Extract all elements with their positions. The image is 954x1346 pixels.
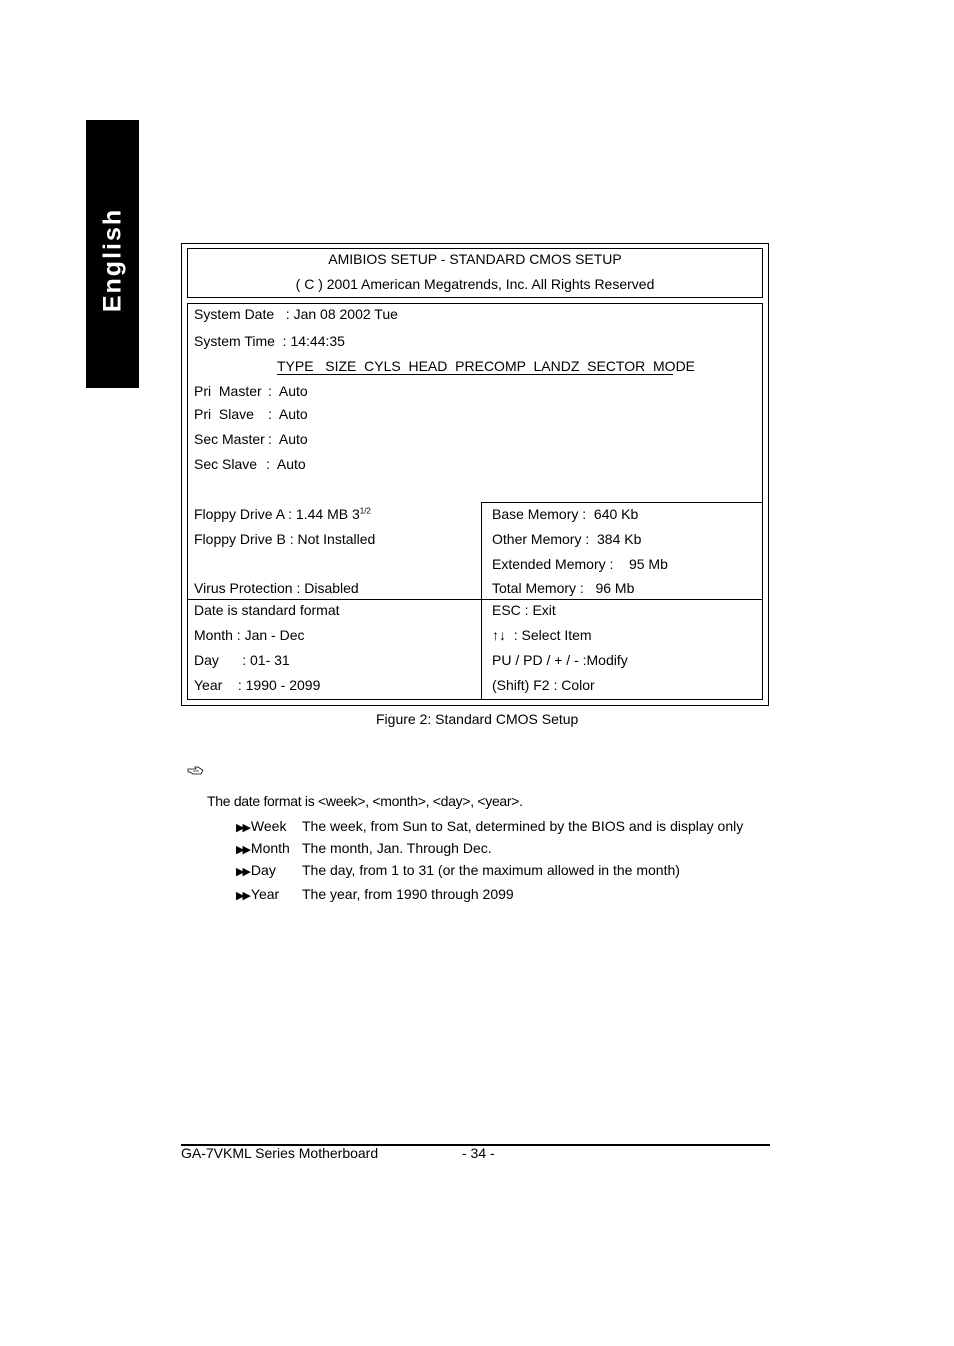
drive-pri-master-label: Pri Master bbox=[194, 383, 262, 399]
list-item-month-desc: The month, Jan. Through Dec. bbox=[302, 840, 492, 856]
double-arrow-icon: ▶▶ bbox=[236, 890, 249, 902]
footer-product-name: GA-7VKML Series Motherboard bbox=[181, 1145, 379, 1161]
drive-pri-master-value: : Auto bbox=[268, 383, 308, 399]
language-tab-label: English bbox=[98, 207, 126, 313]
key-select-item: ↑↓ : Select Item bbox=[492, 627, 592, 643]
extended-memory: Extended Memory : 95 Mb bbox=[492, 556, 668, 572]
drive-sec-master-label: Sec Master bbox=[194, 431, 265, 447]
double-arrow-icon: ▶▶ bbox=[236, 866, 249, 878]
date-format-note: The date format is <week>, <month>, <day>, <year>. bbox=[207, 793, 523, 809]
list-item-month: ▶▶ Month bbox=[236, 840, 290, 856]
drive-pri-slave-label: Pri Slave bbox=[194, 406, 254, 422]
help-day-range: Day : 01- 31 bbox=[194, 652, 290, 668]
memory-box-top bbox=[481, 502, 763, 503]
total-memory: Total Memory : 96 Mb bbox=[492, 580, 635, 596]
help-year-range: Year : 1990 - 2099 bbox=[194, 677, 321, 693]
floppy-size-superscript: 1/2 bbox=[359, 506, 371, 516]
floppy-drive-a: Floppy Drive A : 1.44 MB $3^{1/2}$ bbox=[194, 506, 371, 522]
bios-header-copyright: ( C ) 2001 American Megatrends, Inc. All Rights Reserved bbox=[295, 276, 655, 292]
language-tab bbox=[86, 120, 139, 388]
key-esc-exit: ESC : Exit bbox=[492, 602, 556, 618]
list-item-day: ▶▶ Day bbox=[236, 862, 276, 878]
drive-sec-master-value: : Auto bbox=[268, 431, 308, 447]
columns-underline bbox=[277, 374, 673, 375]
help-date-format: Date is standard format bbox=[194, 602, 340, 618]
memory-box-divider bbox=[481, 502, 482, 700]
other-memory: Other Memory : 384 Kb bbox=[492, 531, 642, 547]
base-memory: Base Memory : 640 Kb bbox=[492, 506, 639, 522]
list-item-year-desc: The year, from 1990 through 2099 bbox=[302, 886, 514, 902]
page-number: - 34 - bbox=[462, 1145, 495, 1161]
pointing-hand-icon bbox=[187, 763, 205, 775]
drive-pri-slave-value: : Auto bbox=[268, 406, 308, 422]
double-arrow-icon: ▶▶ bbox=[236, 822, 249, 834]
key-modify: PU / PD / + / - :Modify bbox=[492, 652, 628, 668]
list-item-week-desc: The week, from Sun to Sat, determined by the BIOS and is display only bbox=[302, 818, 744, 834]
key-color: (Shift) F2 : Color bbox=[492, 677, 595, 693]
drive-sec-slave-label: Sec Slave bbox=[194, 456, 258, 472]
drive-columns-header: TYPE SIZE CYLS HEAD PRECOMP LANDZ SECTOR MODE bbox=[277, 358, 696, 374]
list-item-week: ▶▶ Week bbox=[236, 818, 287, 834]
system-time: System Time : 14:44:35 bbox=[194, 333, 345, 349]
list-item-day-desc: The day, from 1 to 31 (or the maximum allowed in the month) bbox=[302, 862, 680, 878]
drive-sec-slave-value: : Auto bbox=[266, 456, 306, 472]
list-item-year: ▶▶ Year bbox=[236, 886, 280, 902]
system-date: System Date : Jan 08 2002 Tue bbox=[194, 306, 398, 322]
bios-header-title: AMIBIOS SETUP - STANDARD CMOS SETUP bbox=[328, 251, 622, 267]
help-month-range: Month : Jan - Dec bbox=[194, 627, 305, 643]
help-section-divider bbox=[187, 599, 763, 600]
double-arrow-icon: ▶▶ bbox=[236, 844, 249, 856]
virus-protection: Virus Protection : Disabled bbox=[194, 580, 359, 596]
figure-caption: Figure 2: Standard CMOS Setup bbox=[376, 711, 579, 727]
floppy-drive-b: Floppy Drive B : Not Installed bbox=[194, 531, 376, 547]
